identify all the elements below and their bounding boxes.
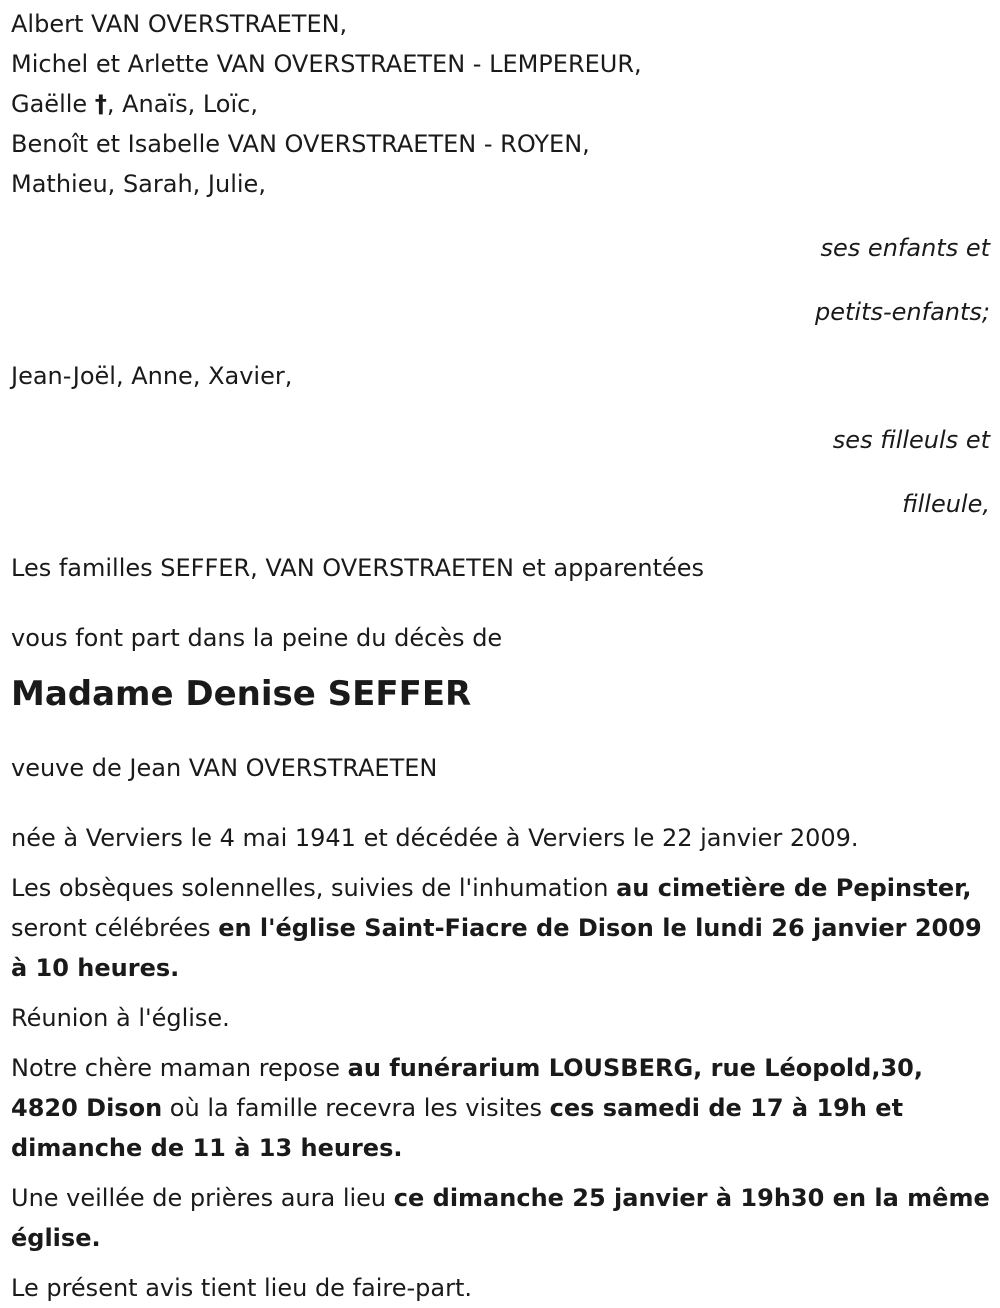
vigil-info xyxy=(11,1178,990,1258)
spacer xyxy=(11,788,990,818)
family-line-3 xyxy=(11,84,990,124)
spacer xyxy=(11,588,990,618)
closing-note: Le présent avis tient lieu de faire-part. xyxy=(11,1274,473,1302)
family-line-3-rest: , Anaïs, Loïc, xyxy=(106,90,258,118)
family-line-3-name: Gaëlle xyxy=(11,90,95,118)
funeral-cemetery: au cimetière de Pepinster, xyxy=(616,874,972,902)
birth-death: née à Verviers le 4 mai 1941 et décédée à Verviers le 22 janvier 2009. xyxy=(11,824,859,852)
family-line-7: Les familles SEFFER, VAN OVERSTRAETEN et apparentées xyxy=(11,554,705,582)
family-line-4: Benoît et Isabelle VAN OVERSTRAETEN - ROYEN, xyxy=(11,130,590,158)
deceased-name: Madame Denise SEFFER xyxy=(11,674,472,714)
funeral-info xyxy=(11,868,990,988)
funeral-church: en l'église Saint-Fiacre de Dison le lundi 26 janvier 2009 à 10 heures. xyxy=(11,914,982,982)
spacer xyxy=(11,718,990,748)
family-line-6: Jean-Joël, Anne, Xavier, xyxy=(11,362,293,390)
funeral-text-2: seront célébrées xyxy=(11,914,219,942)
rest-funeral-home: au funérarium LOUSBERG, rue Léopold,30, 4820 Dison xyxy=(11,1054,923,1122)
vigil-details: ce dimanche 25 janvier à 19h30 en la même église. xyxy=(11,1184,990,1252)
role-godchildren-block xyxy=(11,420,990,524)
rest-visiting-hours: ces samedi de 17 à 19h et dimanche de 11 à 13 heures. xyxy=(11,1094,904,1162)
role-godchildren-b: filleule, xyxy=(902,490,990,518)
vigil-text-1: Une veillée de prières aura lieu xyxy=(11,1184,394,1212)
widow-of: veuve de Jean VAN OVERSTRAETEN xyxy=(11,754,438,782)
announcement: vous font part dans la peine du décès de xyxy=(11,624,503,652)
rest-text-1: Notre chère maman repose xyxy=(11,1054,348,1082)
family-line-5: Mathieu, Sarah, Julie, xyxy=(11,170,266,198)
rest-info xyxy=(11,1048,990,1168)
family-line-1: Albert VAN OVERSTRAETEN, xyxy=(11,10,348,38)
role-children-a: ses enfants et xyxy=(820,234,990,262)
rest-text-2: où la famille recevra les visites xyxy=(162,1094,550,1122)
cross-icon: † xyxy=(94,90,107,118)
funeral-text-1: Les obsèques solennelles, suivies de l'inhumation xyxy=(11,874,617,902)
family-line-2: Michel et Arlette VAN OVERSTRAETEN - LEMPEREUR, xyxy=(11,50,642,78)
meeting-info: Réunion à l'église. xyxy=(11,1004,230,1032)
role-children-b: petits-enfants; xyxy=(815,298,990,326)
role-godchildren-a: ses filleuls et xyxy=(832,426,990,454)
